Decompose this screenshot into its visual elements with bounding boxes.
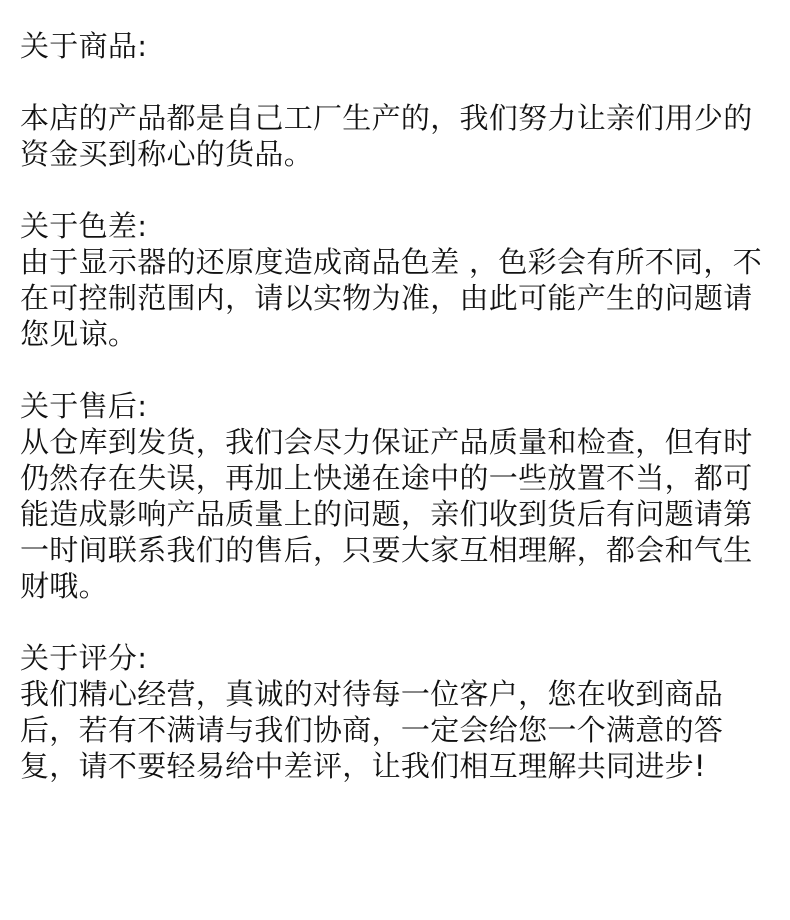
- section-about-rating: [20, 640, 770, 784]
- section-body-rating: 我们精心经营，真诚的对待每一位客户，您在收到商品后，若有不满请与我们协商，一定会给您一个满意的答复，请不要轻易给中差评，让我们相互理解共同进步!: [20, 677, 724, 783]
- section-body-color-difference: 由于显示器的还原度造成商品色差 ，色彩会有所不同，不在可控制范围内，请以实物为准，由此可能产生的问题请您见谅。: [20, 245, 763, 351]
- section-title-rating: 关于评分:: [20, 641, 148, 675]
- section-title-after-sales: 关于售后:: [20, 389, 148, 423]
- section-body-products: 本店的产品都是自己工厂生产的，我们努力让亲们用少的资金买到称心的货品。: [20, 101, 753, 171]
- policy-document: [20, 28, 770, 820]
- section-about-color-difference: [20, 208, 770, 352]
- section-title-products: 关于商品:: [20, 29, 148, 63]
- section-title-color-difference: 关于色差:: [20, 209, 148, 243]
- section-about-after-sales: [20, 388, 770, 604]
- section-about-products: [20, 28, 770, 172]
- section-body-after-sales: 从仓库到发货，我们会尽力保证产品质量和检查，但有时仍然存在失误，再加上快递在途中的一些放置不当，都可能造成影响产品质量上的问题，亲们收到货后有问题请第一时间联系我们的售后，只要大家互相理解，都会和气生财哦。: [20, 425, 753, 603]
